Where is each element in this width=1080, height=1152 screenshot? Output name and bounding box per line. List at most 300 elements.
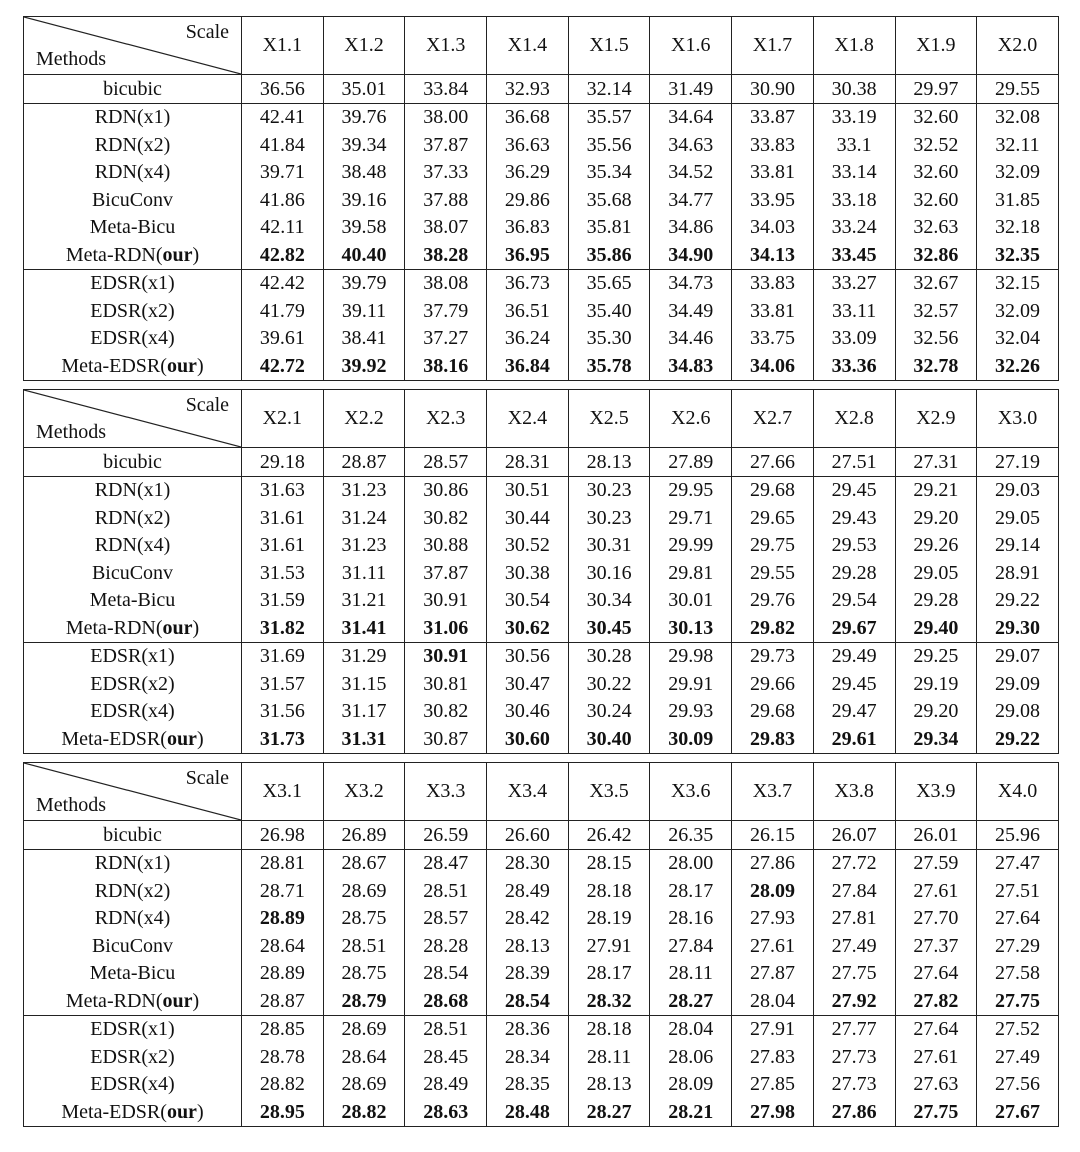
psnr-value: 32.78 [895,352,977,380]
psnr-value: 31.69 [242,642,324,670]
our-marker: our [162,243,193,266]
method-name: BicuConv [24,932,242,960]
psnr-value: 27.77 [813,1015,895,1043]
scale-header: X1.2 [323,17,405,75]
psnr-value: 28.51 [405,1015,487,1043]
psnr-value: 31.56 [242,698,324,726]
results-table-block-3 [23,762,1059,1127]
psnr-value: 28.28 [405,932,487,960]
psnr-value: 29.14 [977,532,1059,560]
psnr-value: 28.89 [242,960,324,988]
psnr-value: 29.18 [242,448,324,477]
psnr-value: 27.64 [895,960,977,988]
psnr-value: 29.55 [977,75,1059,104]
psnr-value: 26.15 [732,821,814,850]
psnr-value: 31.61 [242,532,324,560]
table-row [24,532,1059,560]
psnr-value: 35.78 [568,352,650,380]
psnr-value: 28.82 [242,1071,324,1099]
psnr-value: 27.64 [895,1015,977,1043]
psnr-value: 27.61 [895,1043,977,1071]
method-name: EDSR(x4) [24,325,242,353]
psnr-value: 30.90 [732,75,814,104]
table-row [24,297,1059,325]
psnr-value: 28.16 [650,905,732,933]
psnr-value: 29.93 [650,698,732,726]
scale-header: X2.4 [487,390,569,448]
psnr-value: 35.86 [568,241,650,269]
psnr-value: 36.56 [242,75,324,104]
scale-header: X1.9 [895,17,977,75]
results-table-block-1 [23,16,1059,381]
psnr-value: 28.34 [487,1043,569,1071]
psnr-value: 30.38 [487,559,569,587]
psnr-value: 34.83 [650,352,732,380]
psnr-value: 32.63 [895,214,977,242]
psnr-value: 26.60 [487,821,569,850]
psnr-value: 28.09 [732,877,814,905]
psnr-value: 37.87 [405,559,487,587]
psnr-value: 32.18 [977,214,1059,242]
psnr-value: 27.73 [813,1071,895,1099]
scale-header: X3.9 [895,763,977,821]
psnr-value: 29.20 [895,698,977,726]
psnr-value: 28.51 [323,932,405,960]
scale-header: X2.8 [813,390,895,448]
method-name: RDN(x1) [24,849,242,877]
psnr-value: 38.28 [405,241,487,269]
psnr-value: 29.28 [895,587,977,615]
psnr-value: 27.83 [732,1043,814,1071]
psnr-value: 32.04 [977,325,1059,353]
psnr-value: 27.75 [813,960,895,988]
table-row [24,932,1059,960]
table-row [24,159,1059,187]
method-name: Meta-RDN(our) [24,614,242,642]
psnr-value: 28.17 [568,960,650,988]
psnr-value: 29.03 [977,476,1059,504]
psnr-value: 27.92 [813,987,895,1015]
method-name: Meta-RDN(our) [24,241,242,269]
psnr-value: 28.75 [323,960,405,988]
psnr-value: 31.11 [323,559,405,587]
psnr-value: 31.82 [242,614,324,642]
psnr-value: 41.79 [242,297,324,325]
psnr-value: 30.45 [568,614,650,642]
method-name: RDN(x4) [24,532,242,560]
psnr-value: 29.07 [977,642,1059,670]
method-name: BicuConv [24,186,242,214]
psnr-value: 40.40 [323,241,405,269]
psnr-value: 36.95 [487,241,569,269]
method-name: RDN(x1) [24,103,242,131]
psnr-value: 28.95 [242,1098,324,1126]
psnr-value: 30.22 [568,670,650,698]
psnr-value: 34.46 [650,325,732,353]
psnr-value: 27.49 [977,1043,1059,1071]
table-row [24,849,1059,877]
psnr-value: 28.71 [242,877,324,905]
psnr-value: 29.76 [732,587,814,615]
psnr-value: 36.29 [487,159,569,187]
psnr-value: 27.49 [813,932,895,960]
psnr-value: 28.31 [487,448,569,477]
psnr-value: 30.23 [568,476,650,504]
method-name: Meta-Bicu [24,214,242,242]
psnr-value: 33.45 [813,241,895,269]
methods-label: Methods [36,48,106,70]
psnr-value: 30.60 [487,725,569,753]
psnr-value: 27.81 [813,905,895,933]
psnr-value: 35.34 [568,159,650,187]
psnr-value: 29.71 [650,504,732,532]
table-row [24,241,1059,269]
psnr-value: 36.84 [487,352,569,380]
psnr-value: 27.63 [895,1071,977,1099]
psnr-value: 30.91 [405,642,487,670]
psnr-value: 28.06 [650,1043,732,1071]
psnr-value: 31.63 [242,476,324,504]
psnr-value: 27.75 [977,987,1059,1015]
table-row [24,1043,1059,1071]
table-row [24,1071,1059,1099]
table-row [24,877,1059,905]
psnr-value: 30.47 [487,670,569,698]
diagonal-header-cell [24,390,242,448]
psnr-value: 37.79 [405,297,487,325]
diagonal-header-cell [24,763,242,821]
psnr-value: 33.95 [732,186,814,214]
scale-label: Scale [185,767,229,789]
psnr-value: 29.83 [732,725,814,753]
psnr-value: 42.41 [242,103,324,131]
method-name: EDSR(x1) [24,1015,242,1043]
psnr-value: 28.87 [323,448,405,477]
psnr-value: 36.83 [487,214,569,242]
psnr-value: 29.73 [732,642,814,670]
scale-header: X2.2 [323,390,405,448]
psnr-value: 34.73 [650,269,732,297]
psnr-value: 38.41 [323,325,405,353]
psnr-value: 29.34 [895,725,977,753]
table-row [24,670,1059,698]
psnr-value: 29.28 [813,559,895,587]
psnr-value: 29.30 [977,614,1059,642]
psnr-value: 30.82 [405,698,487,726]
psnr-value: 36.73 [487,269,569,297]
method-name: Meta-EDSR(our) [24,1098,242,1126]
psnr-value: 35.81 [568,214,650,242]
psnr-value: 33.09 [813,325,895,353]
psnr-value: 29.22 [977,725,1059,753]
psnr-value: 36.24 [487,325,569,353]
psnr-value: 28.67 [323,849,405,877]
psnr-value: 27.19 [977,448,1059,477]
psnr-value: 27.86 [813,1098,895,1126]
psnr-value: 34.63 [650,131,732,159]
table-row [24,642,1059,670]
psnr-value: 30.44 [487,504,569,532]
psnr-value: 27.70 [895,905,977,933]
scale-header: X1.4 [487,17,569,75]
psnr-value: 32.86 [895,241,977,269]
psnr-value: 27.64 [977,905,1059,933]
psnr-value: 26.89 [323,821,405,850]
psnr-value: 29.82 [732,614,814,642]
psnr-value: 27.86 [732,849,814,877]
psnr-value: 31.85 [977,186,1059,214]
psnr-value: 32.57 [895,297,977,325]
psnr-value: 31.29 [323,642,405,670]
table-row [24,269,1059,297]
header-row [24,17,1059,75]
psnr-value: 29.86 [487,186,569,214]
method-name: EDSR(x2) [24,297,242,325]
psnr-value: 29.61 [813,725,895,753]
psnr-value: 27.37 [895,932,977,960]
psnr-value: 28.49 [405,1071,487,1099]
psnr-value: 34.52 [650,159,732,187]
psnr-value: 37.27 [405,325,487,353]
psnr-value: 29.49 [813,642,895,670]
psnr-value: 31.17 [323,698,405,726]
method-name: EDSR(x2) [24,1043,242,1071]
psnr-value: 27.52 [977,1015,1059,1043]
psnr-value: 32.11 [977,131,1059,159]
psnr-value: 30.91 [405,587,487,615]
psnr-value: 33.18 [813,186,895,214]
psnr-value: 31.53 [242,559,324,587]
psnr-value: 31.23 [323,532,405,560]
psnr-value: 30.56 [487,642,569,670]
psnr-value: 31.06 [405,614,487,642]
table-row [24,960,1059,988]
psnr-value: 28.69 [323,1015,405,1043]
psnr-value: 42.11 [242,214,324,242]
psnr-value: 27.89 [650,448,732,477]
psnr-value: 30.34 [568,587,650,615]
psnr-value: 27.31 [895,448,977,477]
psnr-value: 28.11 [650,960,732,988]
psnr-value: 28.57 [405,905,487,933]
psnr-value: 37.87 [405,131,487,159]
psnr-value: 29.91 [650,670,732,698]
psnr-value: 34.90 [650,241,732,269]
psnr-value: 27.72 [813,849,895,877]
psnr-value: 30.23 [568,504,650,532]
psnr-value: 27.82 [895,987,977,1015]
psnr-value: 30.38 [813,75,895,104]
our-marker: our [166,354,197,377]
psnr-value: 27.47 [977,849,1059,877]
method-name: bicubic [24,75,242,104]
psnr-value: 29.66 [732,670,814,698]
method-name: RDN(x2) [24,504,242,532]
psnr-value: 28.63 [405,1098,487,1126]
psnr-value: 38.07 [405,214,487,242]
psnr-value: 29.05 [977,504,1059,532]
psnr-value: 30.46 [487,698,569,726]
psnr-value: 28.17 [650,877,732,905]
psnr-value: 27.29 [977,932,1059,960]
psnr-value: 29.20 [895,504,977,532]
psnr-value: 28.54 [487,987,569,1015]
psnr-value: 30.62 [487,614,569,642]
table-row [24,725,1059,753]
method-name: EDSR(x2) [24,670,242,698]
psnr-value: 34.77 [650,186,732,214]
psnr-value: 32.08 [977,103,1059,131]
psnr-value: 29.97 [895,75,977,104]
psnr-value: 31.61 [242,504,324,532]
psnr-value: 29.22 [977,587,1059,615]
psnr-value: 29.19 [895,670,977,698]
psnr-value: 29.21 [895,476,977,504]
psnr-value: 29.55 [732,559,814,587]
psnr-value: 28.13 [568,1071,650,1099]
psnr-value: 29.53 [813,532,895,560]
our-marker: our [166,1100,197,1123]
psnr-value: 30.28 [568,642,650,670]
psnr-value: 32.52 [895,131,977,159]
diagonal-header [24,763,241,820]
psnr-value: 26.35 [650,821,732,850]
table-row [24,352,1059,380]
psnr-value: 27.51 [977,877,1059,905]
psnr-value: 30.51 [487,476,569,504]
psnr-value: 29.54 [813,587,895,615]
our-marker: our [166,727,197,750]
psnr-value: 29.68 [732,698,814,726]
scale-header: X2.5 [568,390,650,448]
table-row [24,186,1059,214]
psnr-value: 29.68 [732,476,814,504]
psnr-value: 29.67 [813,614,895,642]
psnr-value: 32.35 [977,241,1059,269]
psnr-value: 29.25 [895,642,977,670]
psnr-value: 27.91 [732,1015,814,1043]
psnr-value: 28.57 [405,448,487,477]
psnr-value: 29.95 [650,476,732,504]
psnr-value: 27.58 [977,960,1059,988]
psnr-value: 41.84 [242,131,324,159]
psnr-value: 31.23 [323,476,405,504]
psnr-value: 39.58 [323,214,405,242]
psnr-value: 28.42 [487,905,569,933]
method-name: Meta-Bicu [24,960,242,988]
method-name: bicubic [24,448,242,477]
psnr-value: 28.30 [487,849,569,877]
psnr-value: 38.00 [405,103,487,131]
scale-header: X1.5 [568,17,650,75]
psnr-value: 36.51 [487,297,569,325]
method-name: bicubic [24,821,242,850]
psnr-value: 38.48 [323,159,405,187]
psnr-value: 30.81 [405,670,487,698]
scale-header: X3.3 [405,763,487,821]
psnr-value: 34.03 [732,214,814,242]
psnr-value: 33.19 [813,103,895,131]
psnr-value: 28.47 [405,849,487,877]
psnr-value: 41.86 [242,186,324,214]
table-row [24,1015,1059,1043]
table-row [24,987,1059,1015]
methods-label: Methods [36,421,106,443]
psnr-value: 28.48 [487,1098,569,1126]
psnr-value: 31.31 [323,725,405,753]
header-row [24,390,1059,448]
psnr-value: 32.67 [895,269,977,297]
psnr-value: 28.68 [405,987,487,1015]
psnr-value: 38.16 [405,352,487,380]
psnr-value: 31.41 [323,614,405,642]
psnr-value: 30.82 [405,504,487,532]
scale-header: X3.5 [568,763,650,821]
scale-header: X2.7 [732,390,814,448]
psnr-value: 28.64 [323,1043,405,1071]
psnr-value: 28.32 [568,987,650,1015]
psnr-value: 35.56 [568,131,650,159]
psnr-value: 28.91 [977,559,1059,587]
psnr-value: 28.49 [487,877,569,905]
diagonal-header [24,17,241,74]
psnr-value: 28.27 [568,1098,650,1126]
psnr-value: 32.14 [568,75,650,104]
psnr-value: 29.09 [977,670,1059,698]
psnr-value: 30.87 [405,725,487,753]
method-name: RDN(x4) [24,905,242,933]
psnr-value: 31.21 [323,587,405,615]
psnr-value: 28.81 [242,849,324,877]
psnr-value: 39.16 [323,186,405,214]
table-row [24,698,1059,726]
psnr-value: 33.24 [813,214,895,242]
method-name: EDSR(x4) [24,1071,242,1099]
method-name: Meta-EDSR(our) [24,352,242,380]
psnr-value: 39.76 [323,103,405,131]
method-name: Meta-RDN(our) [24,987,242,1015]
psnr-value: 31.49 [650,75,732,104]
psnr-value: 27.51 [813,448,895,477]
psnr-value: 33.83 [732,131,814,159]
psnr-value: 27.75 [895,1098,977,1126]
psnr-value: 28.36 [487,1015,569,1043]
psnr-value: 28.69 [323,1071,405,1099]
psnr-value: 32.26 [977,352,1059,380]
psnr-value: 29.08 [977,698,1059,726]
psnr-value: 27.98 [732,1098,814,1126]
psnr-value: 30.24 [568,698,650,726]
method-name: RDN(x4) [24,159,242,187]
psnr-value: 28.19 [568,905,650,933]
psnr-value: 36.63 [487,131,569,159]
psnr-value: 28.79 [323,987,405,1015]
psnr-value: 39.79 [323,269,405,297]
psnr-value: 27.59 [895,849,977,877]
psnr-value: 33.11 [813,297,895,325]
psnr-value: 31.15 [323,670,405,698]
psnr-value: 29.99 [650,532,732,560]
psnr-value: 42.82 [242,241,324,269]
psnr-value: 36.68 [487,103,569,131]
scale-header: X3.4 [487,763,569,821]
psnr-value: 29.05 [895,559,977,587]
psnr-value: 38.08 [405,269,487,297]
psnr-value: 28.69 [323,877,405,905]
scale-header: X3.6 [650,763,732,821]
psnr-value: 28.78 [242,1043,324,1071]
psnr-value: 28.64 [242,932,324,960]
